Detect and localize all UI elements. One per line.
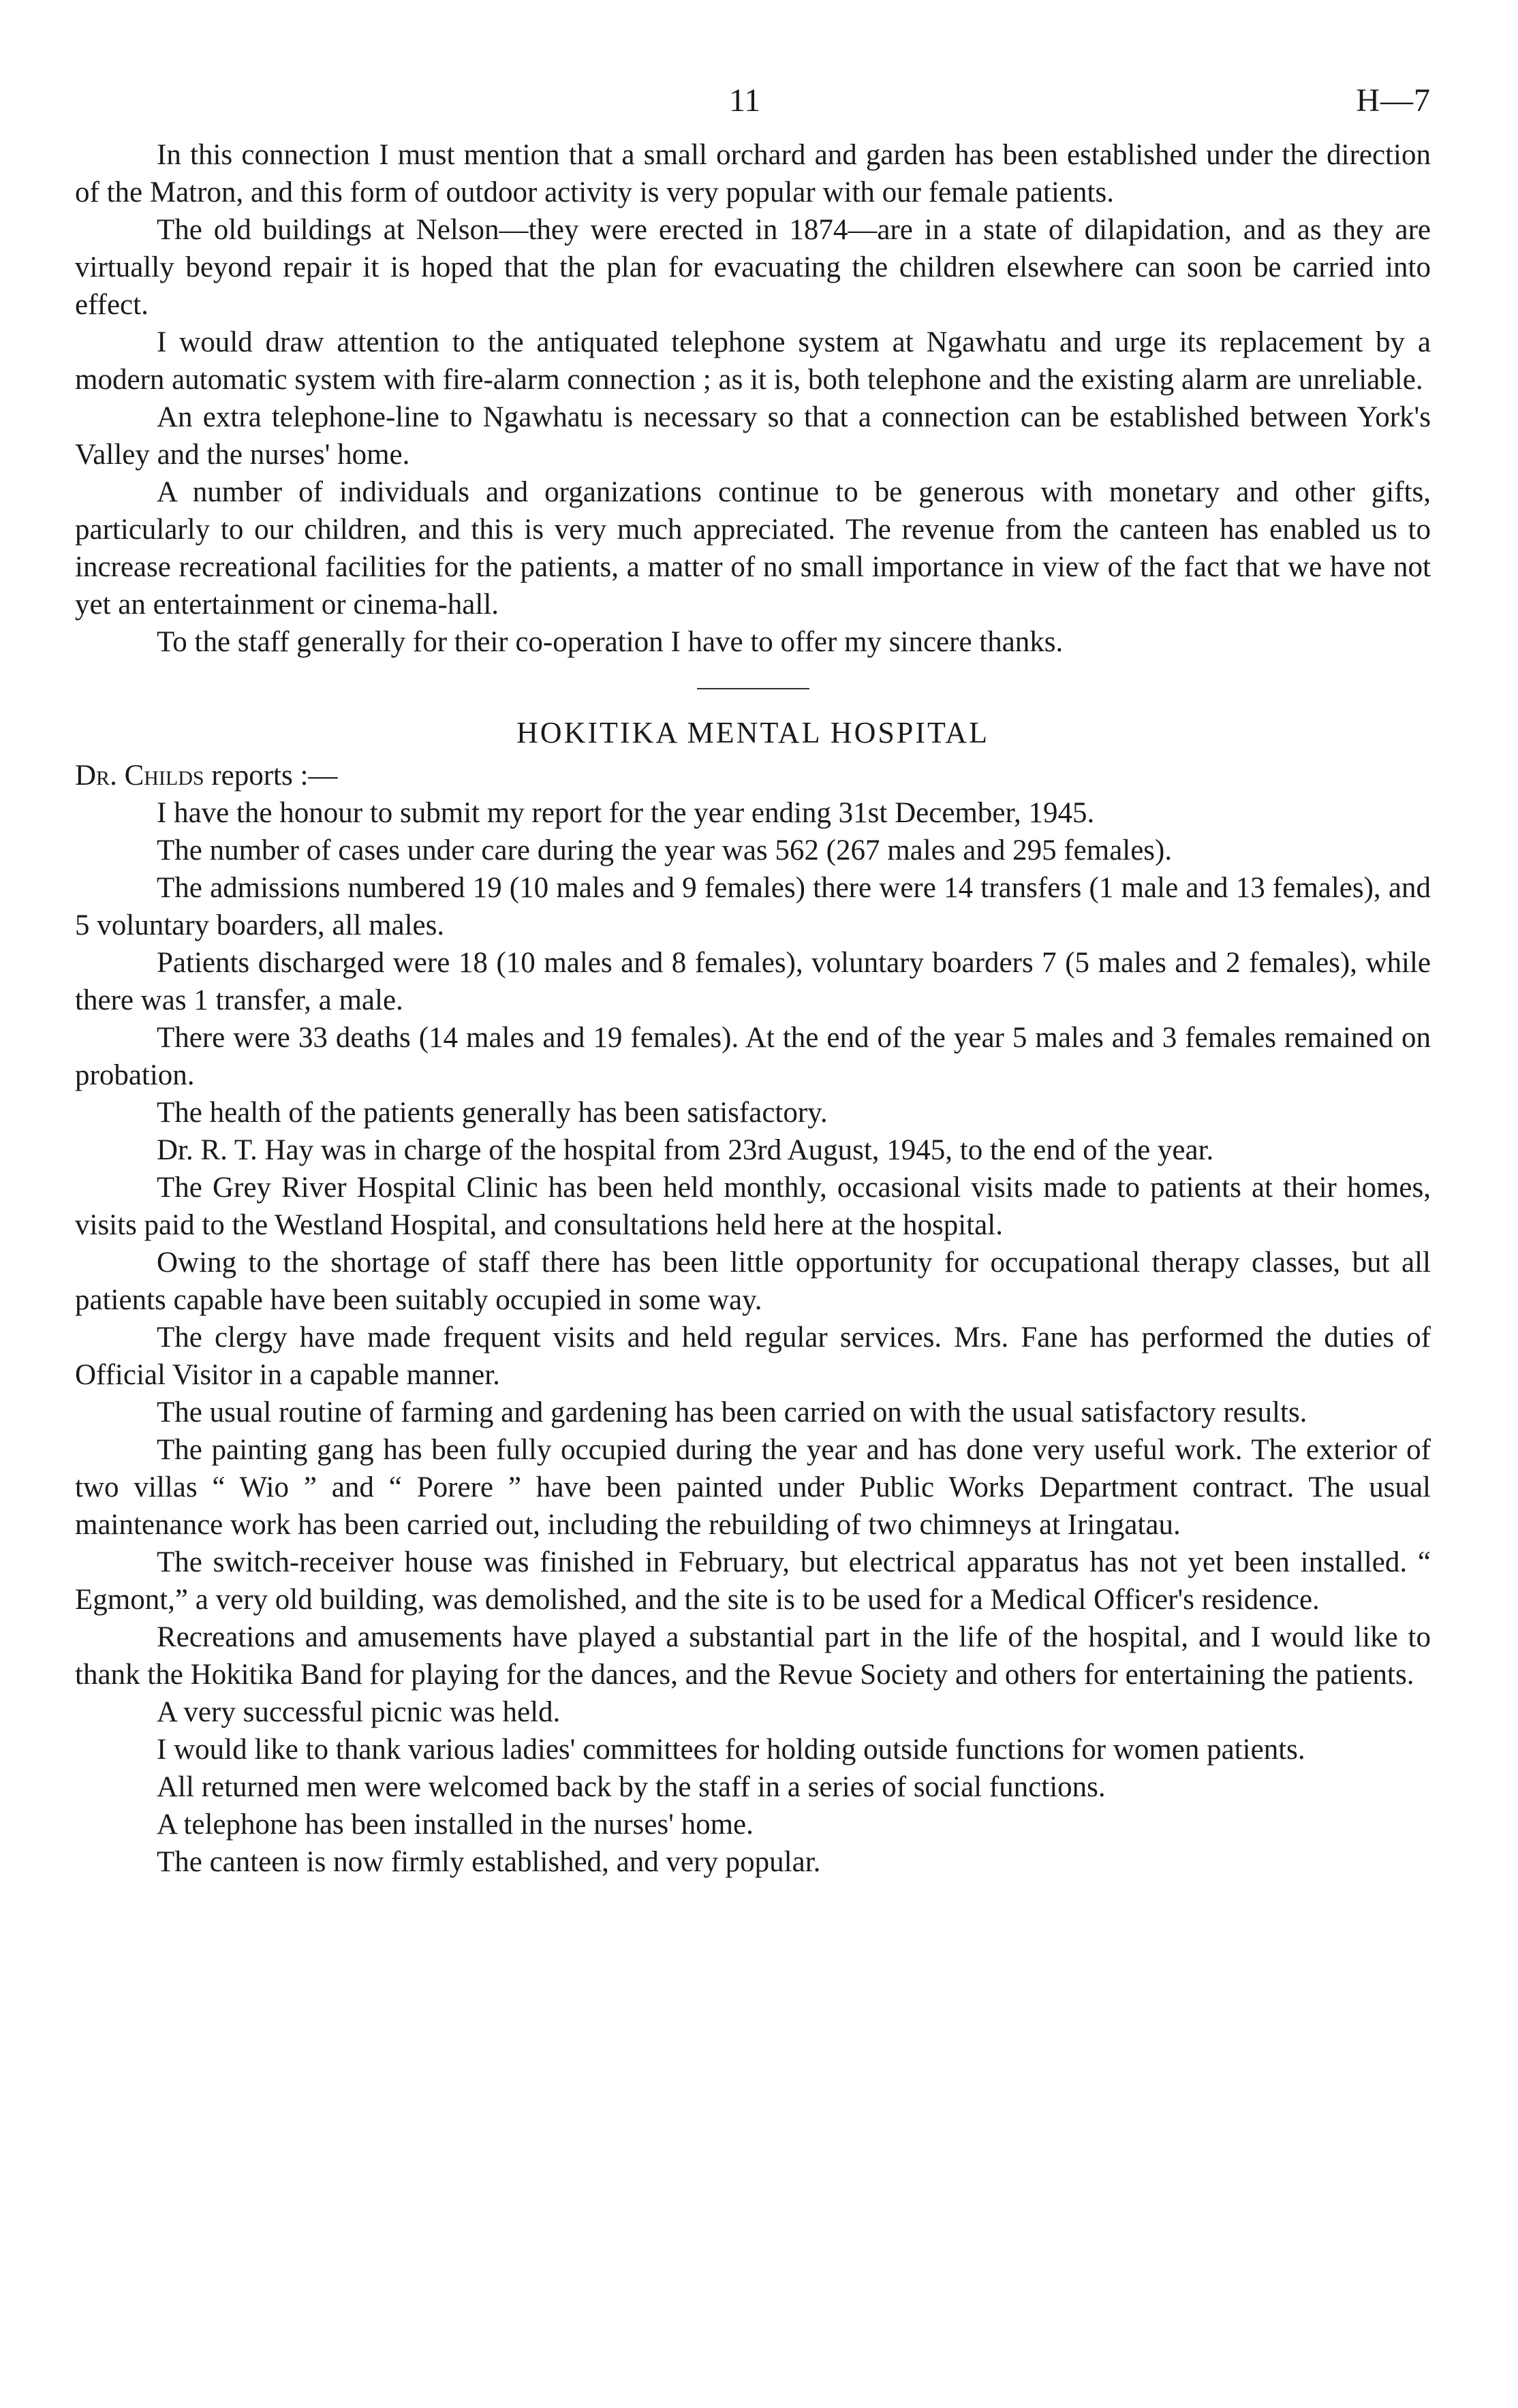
paragraph: I have the honour to submit my report for the year ending 31st December, 1945. [157,797,1095,829]
section-heading: HOKITIKA MENTAL HOSPITAL [516,716,989,749]
paragraph: Owing to the shortage of staff there has been little opportunity for occupational therapy classes, but all patients capable have been suitably occupied in some way. [75,1247,1431,1316]
hokitika-section [75,715,1431,1881]
paragraph: To the staff generally for their co-operation I have to offer my sincere thanks. [157,626,1064,658]
paragraph: I would draw attention to the antiquated telephone system at Ngawhatu and urge its replacement by a modern automatic system with fire-alarm connection ; as it is, both telephone and the existing alarm are unreliable. [75,326,1431,396]
paragraph: A very successful picnic was held. [157,1696,561,1728]
paragraph: I would like to thank various ladies' committees for holding outside functions for women patients. [157,1734,1305,1766]
paragraph: Recreations and amusements have played a substantial part in the life of the hospital, and I would like to thank the Hokitika Band for playing for the dances, and the Revue Society and others for entertaining the patients. [75,1621,1431,1691]
paragraph: All returned men were welcomed back by the staff in a series of social functions. [157,1771,1106,1803]
report-intro [75,757,1431,794]
paragraph: A telephone has been installed in the nurses' home. [157,1809,754,1841]
page-header [75,82,1431,136]
reporter-name: Dr. Childs [75,760,204,792]
document-reference: H—7 [1356,82,1431,119]
paragraph: The number of cases under care during the year was 562 (267 males and 295 females). [157,834,1173,866]
paragraph: The painting gang has been fully occupied during the year and has done very useful work. The exterior of two villas “ Wio ” and “ Porere ” have been painted under Public Works Department contract. The usual maintenance work has been carried out, including the rebuilding of two chimneys at Iringatau. [75,1434,1431,1541]
page-number: 11 [729,82,761,119]
paragraph: In this connection I must mention that a small orchard and garden has been established under the direction of the Matron, and this form of outdoor activity is very popular with our female patients. [75,139,1431,208]
paragraph: The health of the patients generally has been satisfactory. [157,1097,828,1129]
paragraph: An extra telephone-line to Ngawhatu is necessary so that a connection can be established between York's Valley and the nurses' home. [75,401,1431,471]
section-divider [697,688,809,689]
paragraph: The Grey River Hospital Clinic has been held monthly, occasional visits made to patients at their homes, visits paid to the Westland Hospital, and consultations held here at the hospital. [75,1172,1431,1241]
paragraph: Dr. R. T. Hay was in charge of the hospital from 23rd August, 1945, to the end of the year. [157,1134,1214,1166]
paragraph: The clergy have made frequent visits and held regular services. Mrs. Fane has performed the duties of Official Visitor in a capable manner. [75,1322,1431,1391]
paragraph: The old buildings at Nelson—they were erected in 1874—are in a state of dilapidation, and as they are virtually beyond repair it is hoped that the plan for evacuating the children elsewhere can soon be carried into effect. [75,214,1431,321]
paragraph: The canteen is now firmly established, and very popular. [157,1846,821,1878]
paragraph: The usual routine of farming and gardening has been carried on with the usual satisfactory results. [157,1396,1307,1428]
paragraph: The switch-receiver house was finished in February, but electrical apparatus has not yet been installed. “ Egmont,” a very old building, was demolished, and the site is to be used for a Medical Officer's residence. [75,1546,1431,1616]
paragraph: A number of individuals and organizations continue to be generous with monetary and other gifts, particularly to our children, and this is very much appreciated. The revenue from the canteen has enabled us to increase recreational facilities for the patients, a matter of no small importance in view of the fact that we have not yet an entertainment or cinema-hall. [75,476,1431,621]
paragraph: The admissions numbered 19 (10 males and 9 females) there were 14 transfers (1 male and 13 females), and 5 voluntary boarders, all males. [75,872,1431,941]
reports-label: reports :— [211,760,338,792]
document-page [75,82,1431,1881]
intro-section [75,136,1431,661]
paragraph: Patients discharged were 18 (10 males and 8 females), voluntary boarders 7 (5 males and 2 females), while there was 1 transfer, a male. [75,947,1431,1016]
paragraph: There were 33 deaths (14 males and 19 females). At the end of the year 5 males and 3 females remained on probation. [75,1022,1431,1091]
